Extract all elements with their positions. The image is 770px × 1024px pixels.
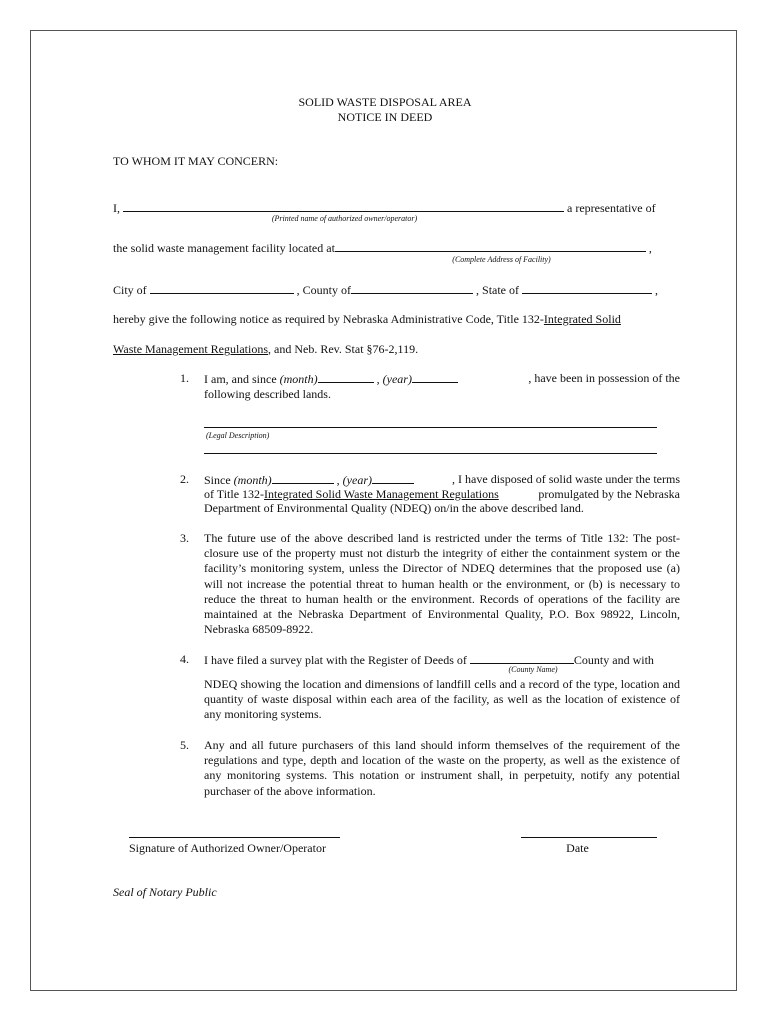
facility-address-field[interactable] — [335, 240, 646, 252]
item-4-number: 4. — [180, 652, 189, 666]
item-2-regulations-link: Integrated Solid Waste Management Regulations — [264, 487, 499, 501]
rep-of-text: a representative of — [567, 201, 656, 215]
item-2-line-1a — [204, 472, 414, 487]
notice-line-2 — [113, 342, 418, 356]
item-1-year-field[interactable] — [412, 371, 458, 383]
notary-seal-label: Seal of Notary Public — [113, 885, 217, 899]
title-line-2: NOTICE IN DEED — [337, 110, 433, 124]
item-1-number: 1. — [180, 371, 189, 385]
item-2-line-2a — [204, 487, 499, 501]
item-4-line-1 — [204, 652, 654, 667]
item-3-text: The future use of the above described land is restricted under the terms of Title 132: The post-closure use of the property must not disturb the integrity of either the containment system or the facility’s monitoring system, unless the Director of NDEQ determines that the proposed use (a) will not increase the potential threat to human health or the environment, or (b) is necessary to reduce the threat to human health or the environment. Records of operations of the facility are maintained at the Nebraska Department of Environmental Quality, P.O. Box 98922, Lincoln, Nebraska 68509-8922. — [204, 531, 680, 637]
item-1-line-2: following described lands. — [204, 387, 331, 401]
printed-name-caption: (Printed name of authorized owner/operator) — [271, 214, 418, 223]
item-2-text-c1: of Title 132- — [204, 487, 265, 501]
item-2-month-field[interactable] — [272, 472, 334, 484]
notice-link-2: Waste Management Regulations — [113, 342, 268, 356]
state-end: , — [655, 283, 659, 297]
owner-signature-line[interactable] — [129, 837, 340, 838]
county-name-caption: (County Name) — [508, 665, 558, 674]
item-1-text-a: I am, and since — [204, 372, 277, 386]
city-label: City of — [113, 283, 147, 297]
salutation: TO WHOM IT MAY CONCERN: — [113, 154, 279, 168]
facility-end: , — [648, 241, 652, 255]
intro-line-3 — [113, 282, 658, 297]
item-2-year-field[interactable] — [372, 472, 414, 484]
legal-description-line-2[interactable] — [204, 453, 657, 454]
intro-line-2 — [113, 240, 652, 255]
item-1-month-label: (month) — [279, 372, 318, 386]
item-2-line-3: Department of Environmental Quality (NDEQ) on/in the above described land. — [204, 501, 584, 515]
state-label: , State of — [476, 283, 520, 297]
item-2-number: 2. — [180, 472, 189, 486]
item-4-text-a: I have filed a survey plat with the Register of Deeds of — [204, 653, 467, 667]
i-prefix: I, — [113, 201, 120, 215]
item-5-number: 5. — [180, 738, 189, 752]
legal-description-caption: (Legal Description) — [206, 431, 270, 440]
notice-line-1 — [113, 312, 621, 326]
intro-line-1 — [113, 200, 656, 215]
legal-description-line-1[interactable] — [204, 427, 657, 428]
item-2-line-2b: promulgated by the Nebraska — [538, 487, 680, 501]
date-label: Date — [566, 841, 589, 855]
item-4-text-b: County and with — [573, 653, 654, 667]
owner-signature-label: Signature of Authorized Owner/Operator — [129, 841, 326, 855]
city-field[interactable] — [150, 282, 294, 294]
item-2-month-label: (month) — [233, 473, 272, 487]
address-caption: (Complete Address of Facility) — [452, 255, 551, 264]
item-5-text: Any and all future purchasers of this land should inform themselves of the requirement of the regulations and type, depth and location of the waste on the property, as well as the existence of any monitoring systems. This notation or instrument shall, in perpetuity, notify any potential purchaser of the above information. — [204, 738, 680, 798]
item-1-year-label: (year) — [382, 372, 412, 386]
facility-text: the solid waste management facility located at — [113, 241, 335, 255]
item-3-number: 3. — [180, 531, 189, 545]
item-2-year-label: (year) — [342, 473, 372, 487]
item-2-text-a: Since — [204, 473, 231, 487]
item-1-comma: , — [376, 372, 380, 386]
county-label: , County of — [296, 283, 352, 297]
printed-name-field[interactable] — [123, 200, 564, 212]
item-2-comma: , — [336, 473, 340, 487]
item-1-line-1b: , have been in possession of the — [528, 371, 680, 385]
date-line[interactable] — [521, 837, 657, 838]
county-name-field[interactable] — [470, 652, 574, 664]
state-field[interactable] — [522, 282, 652, 294]
item-1-line-1a — [204, 371, 458, 386]
notice-link-1: Integrated Solid — [543, 312, 621, 326]
notice-text: hereby give the following notice as required by Nebraska Administrative Code, Title 132- — [113, 312, 544, 326]
item-1-month-field[interactable] — [318, 371, 374, 383]
item-2-line-1b: , I have disposed of solid waste under the terms — [452, 472, 680, 486]
item-4-text: NDEQ showing the location and dimensions of landfill cells and a record of the type, location and quantity of waste disposal within each area of the facility, as well as the location of existence of any monitoring systems. — [204, 677, 680, 722]
title-line-1: SOLID WASTE DISPOSAL AREA — [298, 95, 472, 109]
county-field[interactable] — [351, 282, 473, 294]
notice-end: , and Neb. Rev. Stat §76-2,119. — [268, 342, 419, 356]
